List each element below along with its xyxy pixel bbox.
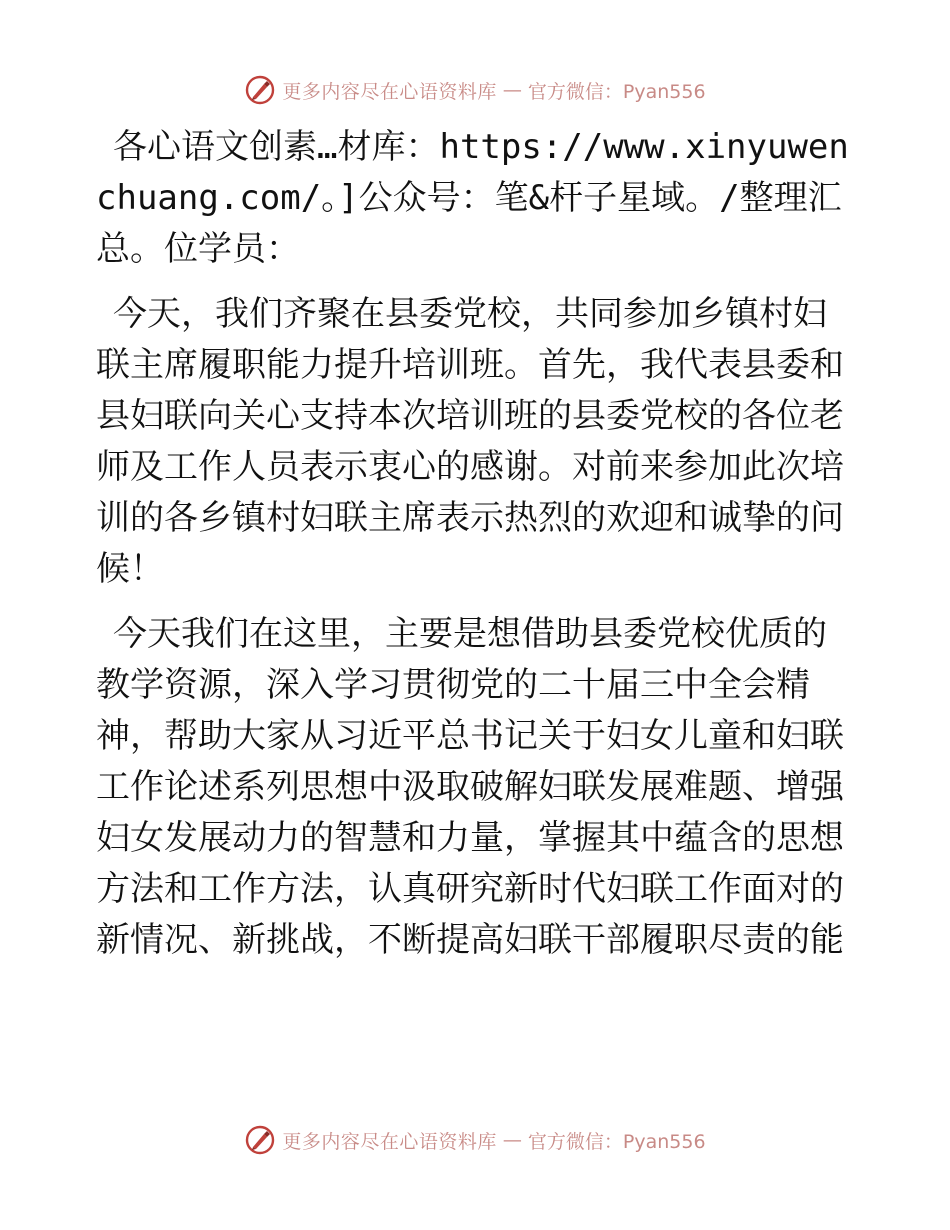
- header-watermark-banner: [0, 72, 950, 108]
- banner-slogan: 更多内容尽在心语资料库: [282, 80, 497, 103]
- paragraph-intro: 各心语文创素…材库：https://www.xinyuwenchuang.com/。]公众号：笔&杆子星域。/整理汇总。位学员：: [96, 127, 849, 269]
- paragraph-purpose: 今天我们在这里，主要是想借助县委党校优质的教学资源，深入学习贯彻党的二十届三中全会精神，帮助大家从习近平总书记关于妇女儿童和妇联工作论述系列思想中汲取破解妇联发展难题、增强妇女发展动力的智慧和力量，掌握其中蕴含的思想方法和工作方法，认真研究新时代妇联工作面对的新情况、新挑战，不断提高妇联干部履职尽责的能: [96, 614, 844, 960]
- footer-watermark-banner: [0, 1122, 950, 1158]
- banner-separator: —: [502, 1129, 522, 1151]
- document-body: [96, 122, 856, 980]
- banner-slogan: 更多内容尽在心语资料库: [282, 1130, 497, 1153]
- banner-wechat-id: 官方微信：Pyan556: [527, 1130, 706, 1153]
- banner-wechat-id: 官方微信：Pyan556: [527, 80, 706, 103]
- paragraph-welcome: 今天，我们齐聚在县委党校，共同参加乡镇村妇联主席履职能力提升培训班。首先，我代表县委和县妇联向关心支持本次培训班的县委党校的各位老师及工作人员表示衷心的感谢。对前来参加此次培训的各乡镇村妇联主席表示热烈的欢迎和诚挚的问候！: [96, 294, 844, 589]
- pen-circle-icon: [244, 74, 276, 106]
- pen-circle-icon: [244, 1124, 276, 1156]
- banner-separator: —: [502, 79, 522, 101]
